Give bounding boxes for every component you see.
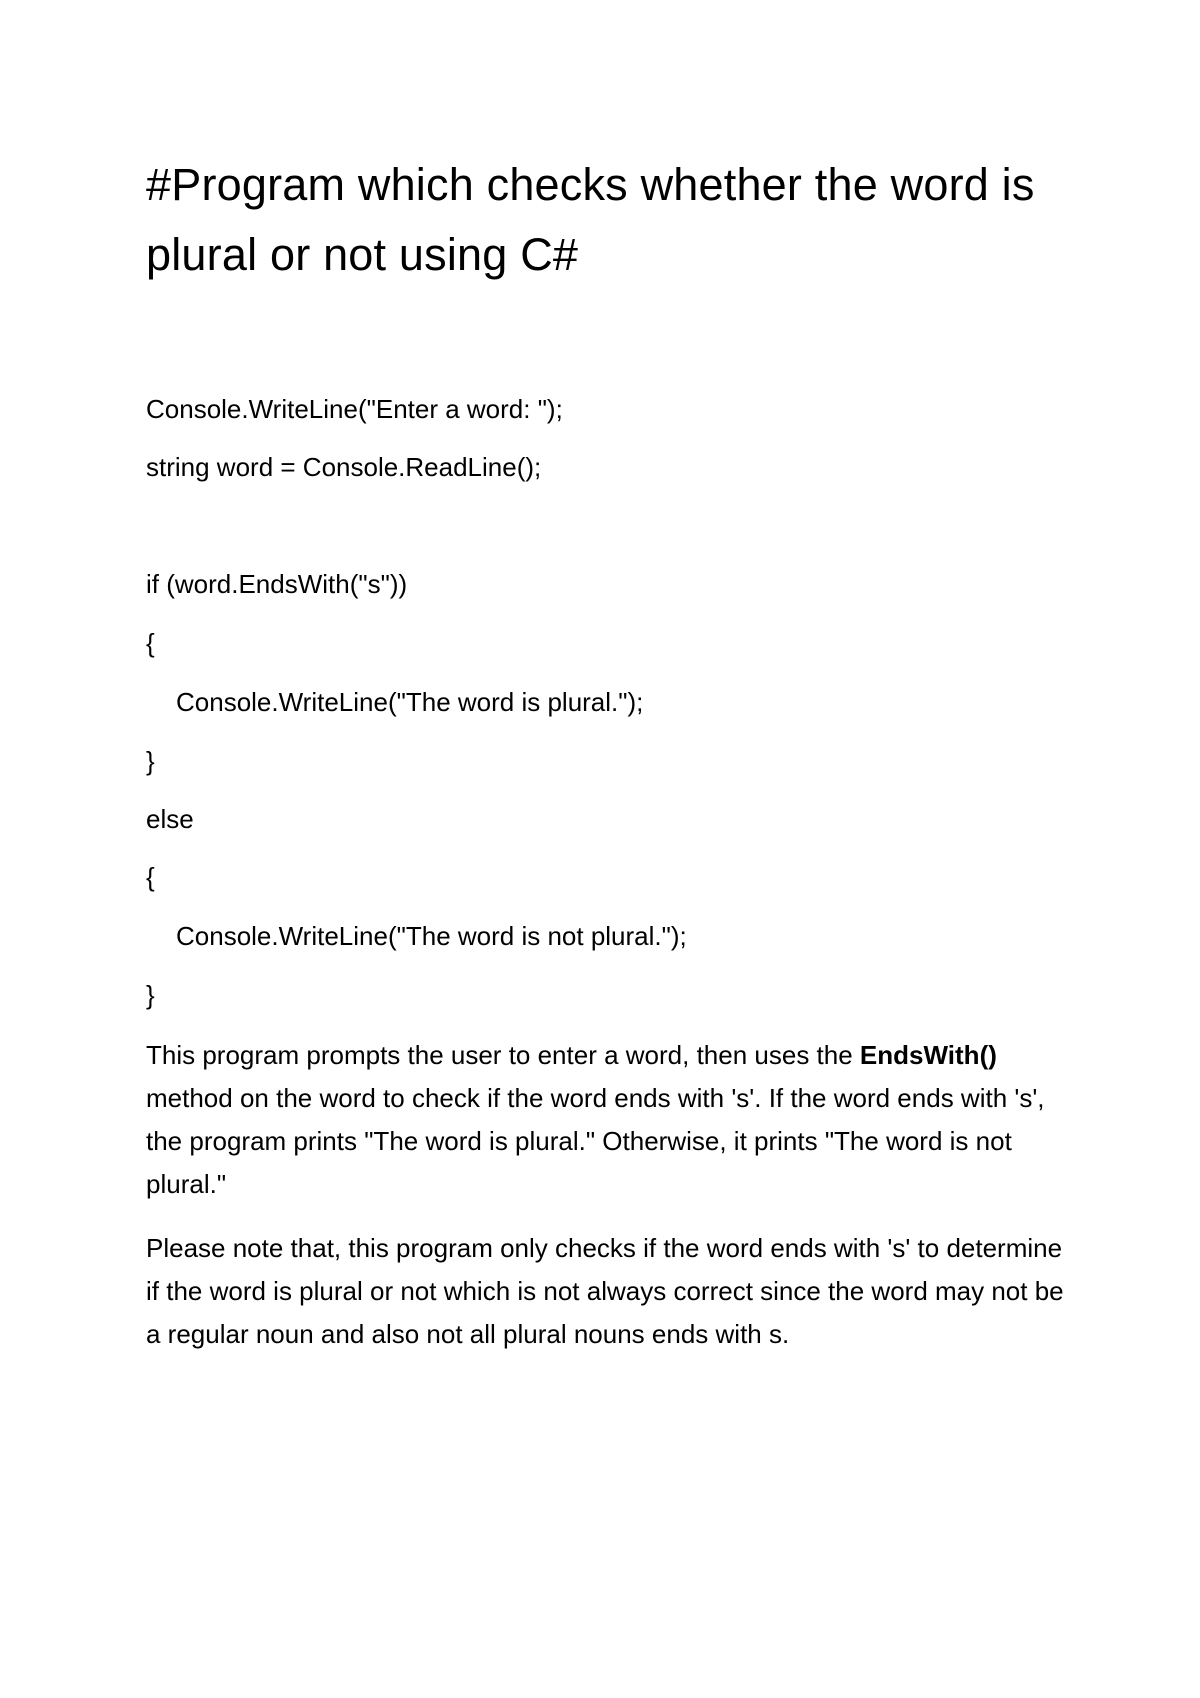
code-line: { (146, 862, 155, 892)
code-line: Console.WriteLine("The word is plural."); (176, 687, 644, 717)
explanation-text: method on the word to check if the word ends with 's'. If the word ends with 's', the program prints "The word is plural." Otherwise, it prints "The word is not plural." (146, 1083, 1045, 1199)
code-line: { (146, 628, 155, 658)
code-line: Console.WriteLine("Enter a word: "); (146, 394, 563, 424)
document-title: #Program which checks whether the word is plural or not using C# (146, 159, 1035, 280)
method-name: EndsWith() (859, 1040, 997, 1070)
code-line: if (word.EndsWith("s")) (146, 569, 408, 599)
explanation-paragraph (146, 1034, 1076, 1206)
code-line: else (146, 804, 194, 834)
code-line: } (146, 746, 155, 776)
code-line: } (146, 980, 155, 1010)
code-line: string word = Console.ReadLine(); (146, 452, 542, 482)
note-paragraph: Please note that, this program only checks if the word ends with 's' to determine if the word is plural or not which is not always correct since the word may not be a regular noun and also not all plural nouns ends with s. (146, 1233, 1064, 1349)
code-line: Console.WriteLine("The word is not plural."); (176, 921, 687, 951)
explanation-text: This program prompts the user to enter a word, then uses the (146, 1040, 860, 1070)
